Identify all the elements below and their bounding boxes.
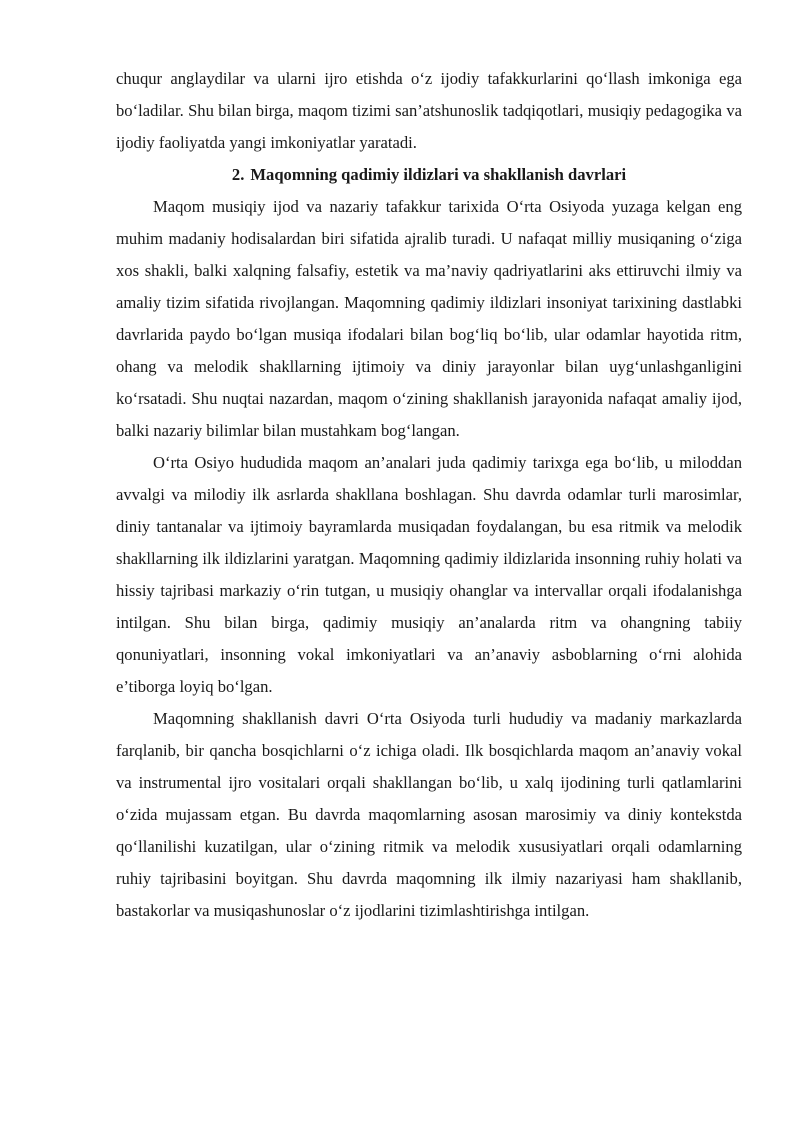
body-paragraph: Maqom musiqiy ijod va nazariy tafakkur tarixida O‘rta Osiyoda yuzaga kelgan eng muhim madaniy hodisalardan biri sifatida ajralib turadi. U nafaqat milliy musiqaning o‘ziga xos shakli, balki xalqning falsafiy, estetik va ma’naviy qadriyatlarini aks ettiruvchi ilmiy va amaliy tizim sifatida rivojlangan. Maqomning qadimiy ildizlari insoniyat tarixining dastlabki davrlarida paydo bo‘lgan musiqa ifodalari bilan bog‘liq bo‘lib, ular odamlar hayotida ritm, ohang va melodik shakllarning ijtimoiy va diniy jarayonlar bilan uyg‘unlashganligini ko‘rsatadi. Shu nuqtai nazardan, maqom o‘zining shakllanish jarayonida nafaqat amaliy ijod, balki nazariy bilimlar bilan mustahkam bog‘langan. [116,197,742,440]
section-heading [116,159,742,191]
body-paragraph: O‘rta Osiyo hududida maqom an’analari juda qadimiy tarixga ega bo‘lib, u miloddan avvalgi va milodiy ilk asrlarda shakllana boshlagan. Shu davrda odamlar turli marosimlar, diniy tantanalar va ijtimoiy bayramlarda musiqadan foydalangan, bu esa ritmik va melodik shakllarning ilk ildizlarini yaratgan. Maqomning qadimiy ildizlarida insonning ruhiy holati va hissiy tajribasi markaziy o‘rin tutgan, u musiqiy ohanglar va intervallar orqali ifodalanishga intilgan. Shu bilan birga, qadimiy musiqiy an’analarda ritm va ohangning tabiiy qonuniyatlari, insonning vokal imkoniyatlari va an’anaviy asboblarning o‘rni alohida e’tiborga loyiq bo‘lgan. [116,453,742,696]
section-title: Maqomning qadimiy ildizlari va shakllanish davrlari [250,165,627,184]
opening-paragraph: chuqur anglaydilar va ularni ijro etishda o‘z ijodiy tafakkurlarini qo‘llash imkoniga ega bo‘ladilar. Shu bilan birga, maqom tizimi san’atshunoslik tadqiqotlari, musiqiy pedagogika va ijodiy faoliyatda yangi imkoniyatlar yaratadi. [116,69,742,152]
document-page [116,63,742,927]
body-paragraph: Maqomning shakllanish davri O‘rta Osiyoda turli hududiy va madaniy markazlarda farqlanib, bir qancha bosqichlarni o‘z ichiga oladi. Ilk bosqichlarda maqom an’anaviy vokal va instrumental ijro vositalari orqali shakllangan bo‘lib, u xalq ijodining turli qatlamlarini o‘zida mujassam etgan. Bu davrda maqomlarning asosan marosimiy va diniy kontekstda qo‘llanilishi kuzatilgan, ular o‘zining ritmik va melodik xususiyatlari orqali odamlarning ruhiy tajribasini boyitgan. Shu davrda maqomning ilk ilmiy nazariyasi ham shakllanib, bastakorlar va musiqashunoslar o‘z ijodlarini tizimlashtirishga intilgan. [116,709,742,920]
section-number: 2. [231,165,245,184]
